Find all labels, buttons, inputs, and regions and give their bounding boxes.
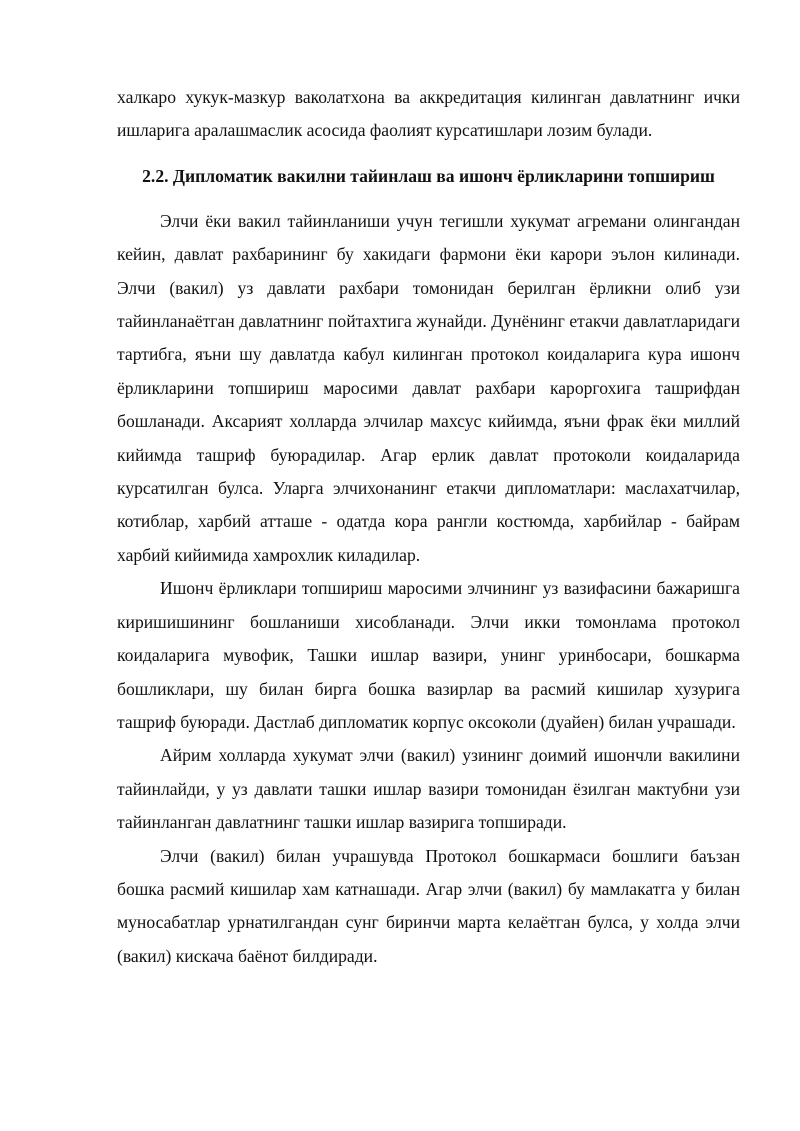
body-paragraph-3: Айрим холларда хукумат элчи (вакил) узининг доимий ишончли вакилини тайинлайди, у уз давлати ташки ишлар вазири томонидан ёзилган мактубни узи тайинланган давлатнинг ташки ишлар вазирига топширади. xyxy=(117,745,740,833)
body-paragraph-4: Элчи (вакил) билан учрашувда Протокол бошкармаси бошлиги баъзан бошка расмий кишилар хам катнашади. Агар элчи (вакил) бу мамлакатга у билан муносабатлар урнатилгандан сунг биринчи марта келаётган булса, у холда элчи (вакил) кискача баёнот билдиради. xyxy=(117,845,740,966)
section-heading: 2.2. Дипломатик вакилни тайинлаш ва ишонч ёрликларини топшириш xyxy=(142,165,715,186)
body-paragraph-1: Элчи ёки вакил тайинланиши учун тегишли хукумат агремани олингандан кейин, давлат рахбарининг бу хакидаги фармони ёки карори эълон килинади. Элчи (вакил) уз давлати рахбари томонидан берилган ёрликни олиб узи тайинланаётган давлатнинг пойтахтига жунайди. Дунёнинг етакчи давлатларидаги тартибга, яъни шу давлатда кабул килинган протокол коидаларига кура ишонч ёрликларини топшириш маросими давлат рахбари кароргохига ташрифдан бошланади. Аксарият холларда элчилар махсус кийимда, яъни фрак ёки миллий кийимда ташриф буюрадилар. Агар ерлик давлат протоколи коидаларида курсатилган булса. Уларга элчихонанинг етакчи дипломатлари: маслахатчилар, котиблар, харбий атташе - одатда кора рангли костюмда, харбийлар - байрам харбий кийимида хамрохлик киладилар. xyxy=(117,210,740,565)
body-paragraph-2: Ишонч ёрликлари топшириш маросими элчининг уз вазифасини бажаришга киришишининг бошланиши хисобланади. Элчи икки томонлама протокол коидаларига мувофик, Ташки ишлар вазири, унинг уринбосари, бошкарма бошликлари, шу билан бирга бошка вазирлар ва расмий кишилар хузурига ташриф буюради. Дастлаб дипломатик корпус оксоколи (дуайен) билан учрашади. xyxy=(117,578,740,732)
page-body xyxy=(117,81,740,973)
continued-paragraph: халкаро хукук-мазкур ваколатхона ва аккредитация килинган давлатнинг ички ишларига аралашмаслик асосида фаолият курсатишлари лозим булади. xyxy=(117,87,740,141)
